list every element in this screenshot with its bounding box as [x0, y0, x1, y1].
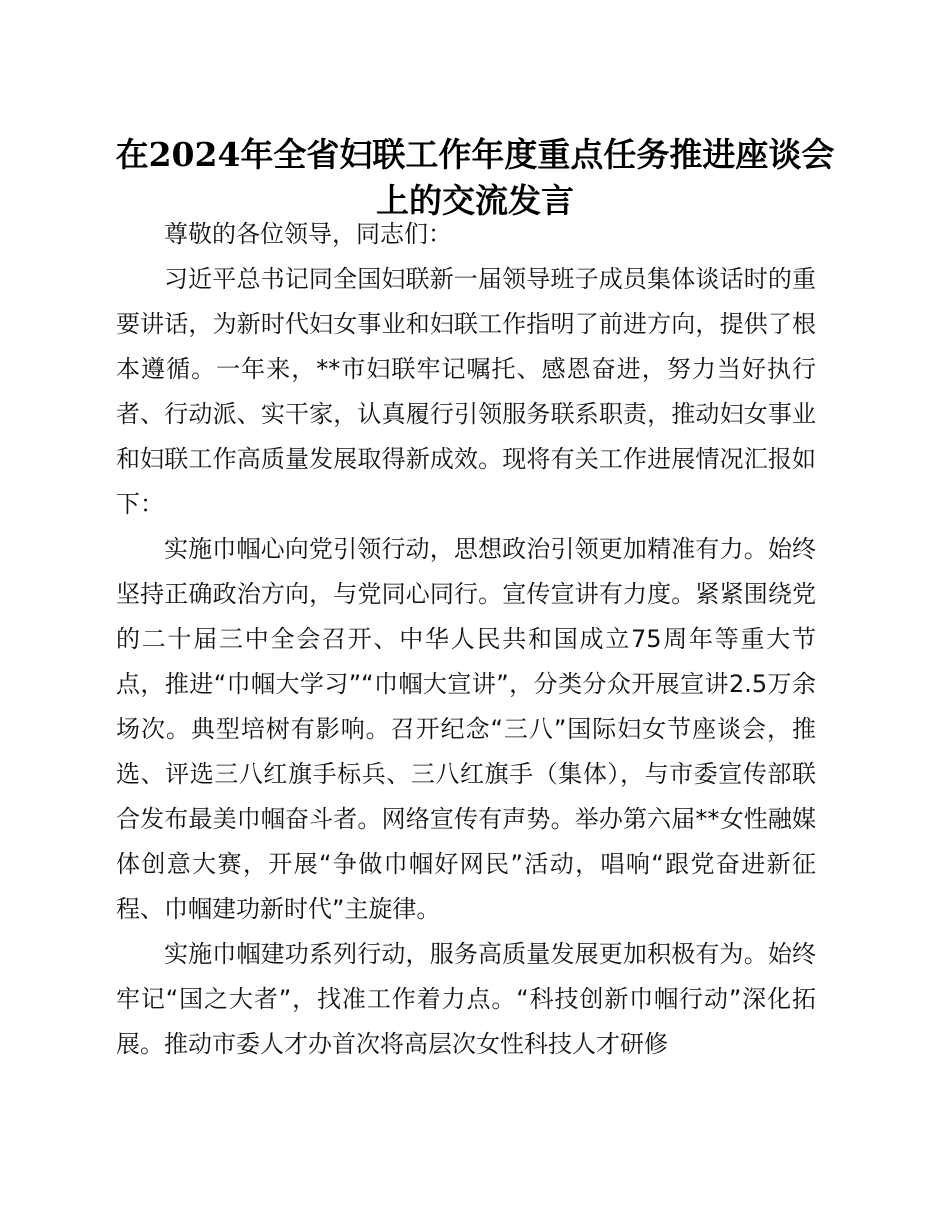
- guidance-action-paragraph: 实施巾帼心向党引领行动，思想政治引领更加精准有力。始终坚持正确政治方向，与党同心同行。宣传宣讲有力度。紧紧围绕党的二十届三中全会召开、中华人民共和国成立75周年等重大节点，推进“巾帼大学习”“巾帼大宣讲”，分类分众开展宣讲2.5万余场次。典型培树有影响。召开纪念“三八”国际妇女节座谈会，推选、评选三八红旗手标兵、三八红旗手（集体），与市委宣传部联合发布最美巾帼奋斗者。网络宣传有声势。举办第六届**女性融媒体创意大赛，开展“争做巾帼好网民”活动，唱响“跟党奋进新征程、巾帼建功新时代”主旋律。: [116, 535, 816, 923]
- salutation-paragraph: 尊敬的各位领导，同志们：: [164, 220, 452, 248]
- document-title: 在2024年全省妇联工作年度重点任务推进座谈会上的交流发言: [115, 135, 835, 220]
- contribution-action-paragraph: 实施巾帼建功系列行动，服务高质量发展更加积极有为。始终牢记“国之大者”，找准工作着力点。“科技创新巾帼行动”深化拓展。推动市委人才办首次将高层次女性科技人才研修: [116, 940, 816, 1058]
- document-body: [116, 212, 816, 1067]
- intro-paragraph: 习近平总书记同全国妇联新一届领导班子成员集体谈话时的重要讲话，为新时代妇女事业和妇联工作指明了前进方向，提供了根本遵循。一年来，**市妇联牢记嘱托、感恩奋进，努力当好执行者、行动派、实干家，认真履行引领服务联系职责，推动妇女事业和妇联工作高质量发展取得新成效。现将有关工作进展情况汇报如下：: [116, 265, 816, 518]
